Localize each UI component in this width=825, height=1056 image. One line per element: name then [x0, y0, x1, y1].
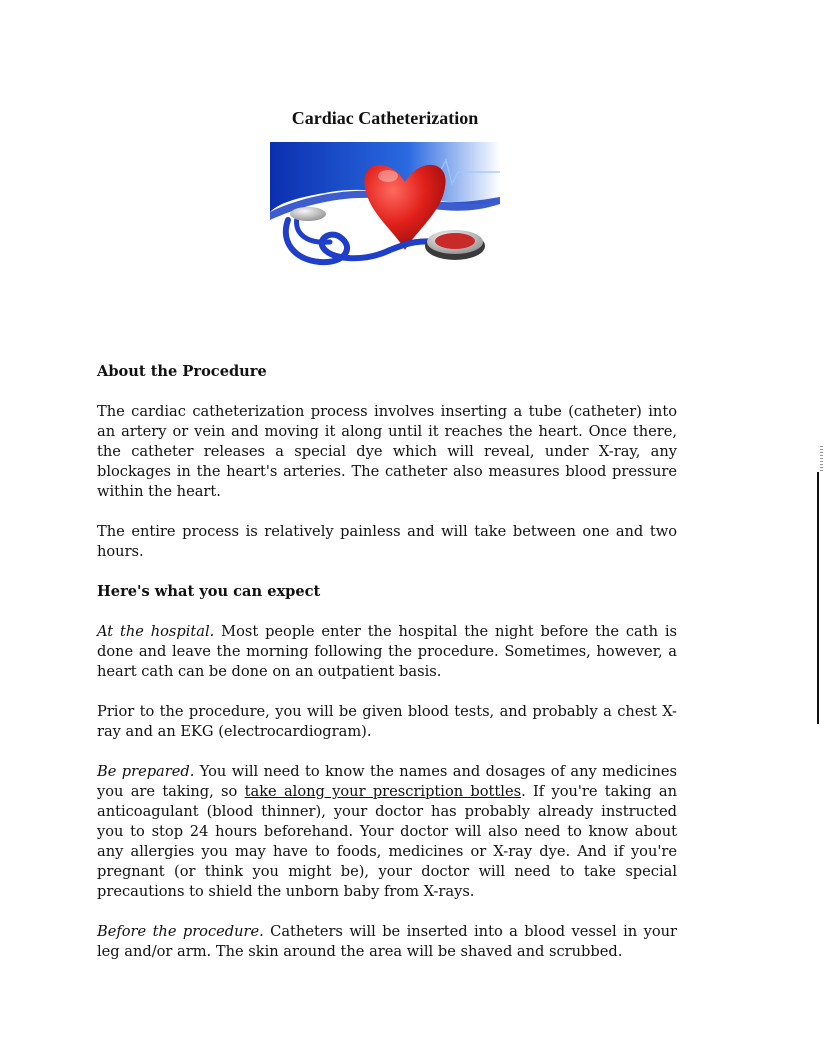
- underlined-prescription: take along your prescription bottles: [244, 783, 522, 800]
- page-title: Cardiac Catheterization: [291, 108, 479, 129]
- paragraph-hospital: [97, 622, 677, 682]
- paragraph-prior: Prior to the procedure, you will be given blood tests, and probably a chest X-ray and an EKG (electrocardiogram).: [97, 703, 677, 740]
- paragraph-about-1: The cardiac catheterization process involves inserting a tube (catheter) into an artery or vein and moving it along until it reaches the heart. Once there, the catheter releases a special dye which will reveal, under X-ray, any blockages in the heart's arteries. The catheter also measures blood pressure within the heart.: [97, 403, 677, 500]
- lead-prepared: Be prepared.: [97, 763, 195, 780]
- section-heading-expect: Here's what you can expect: [97, 583, 321, 600]
- section-heading-about: About the Procedure: [97, 363, 267, 380]
- hero-image: [270, 142, 500, 282]
- margin-tick-marks: [820, 446, 823, 472]
- text-before: Catheters will be inserted into a blood vessel in your leg and/or arm. The skin around the area will be shaved and scrubbed.: [97, 923, 677, 960]
- text-prepared-before: You will need to know the names and dosages of any medicines you are taking, so: [97, 763, 677, 800]
- text-hospital: Most people enter the hospital the night before the cath is done and leave the morning following the procedure. Sometimes, however, a heart cath can be done on an outpatient basis.: [97, 623, 677, 680]
- paragraph-prepared: [97, 762, 677, 902]
- paragraph-about-2: The entire process is relatively painless and will take between one and two hours.: [97, 523, 677, 560]
- margin-rule: [817, 472, 819, 724]
- lead-hospital: At the hospital.: [97, 623, 215, 640]
- lead-before: Before the procedure.: [97, 923, 264, 940]
- paragraph-before: [97, 922, 677, 962]
- heart-stethoscope-illustration-icon: [270, 142, 500, 282]
- document-body: [97, 362, 677, 982]
- text-prepared-after: . If you're taking an anticoagulant (blood thinner), your doctor has probably already instructed you to stop 24 hours beforehand. Your doctor will also need to know about any allergies you may have to foods, medicines or X-ray dye. And if you're pregnant (or think you might be), your doctor will need to take special precautions to shield the unborn baby from X-rays.: [97, 783, 678, 900]
